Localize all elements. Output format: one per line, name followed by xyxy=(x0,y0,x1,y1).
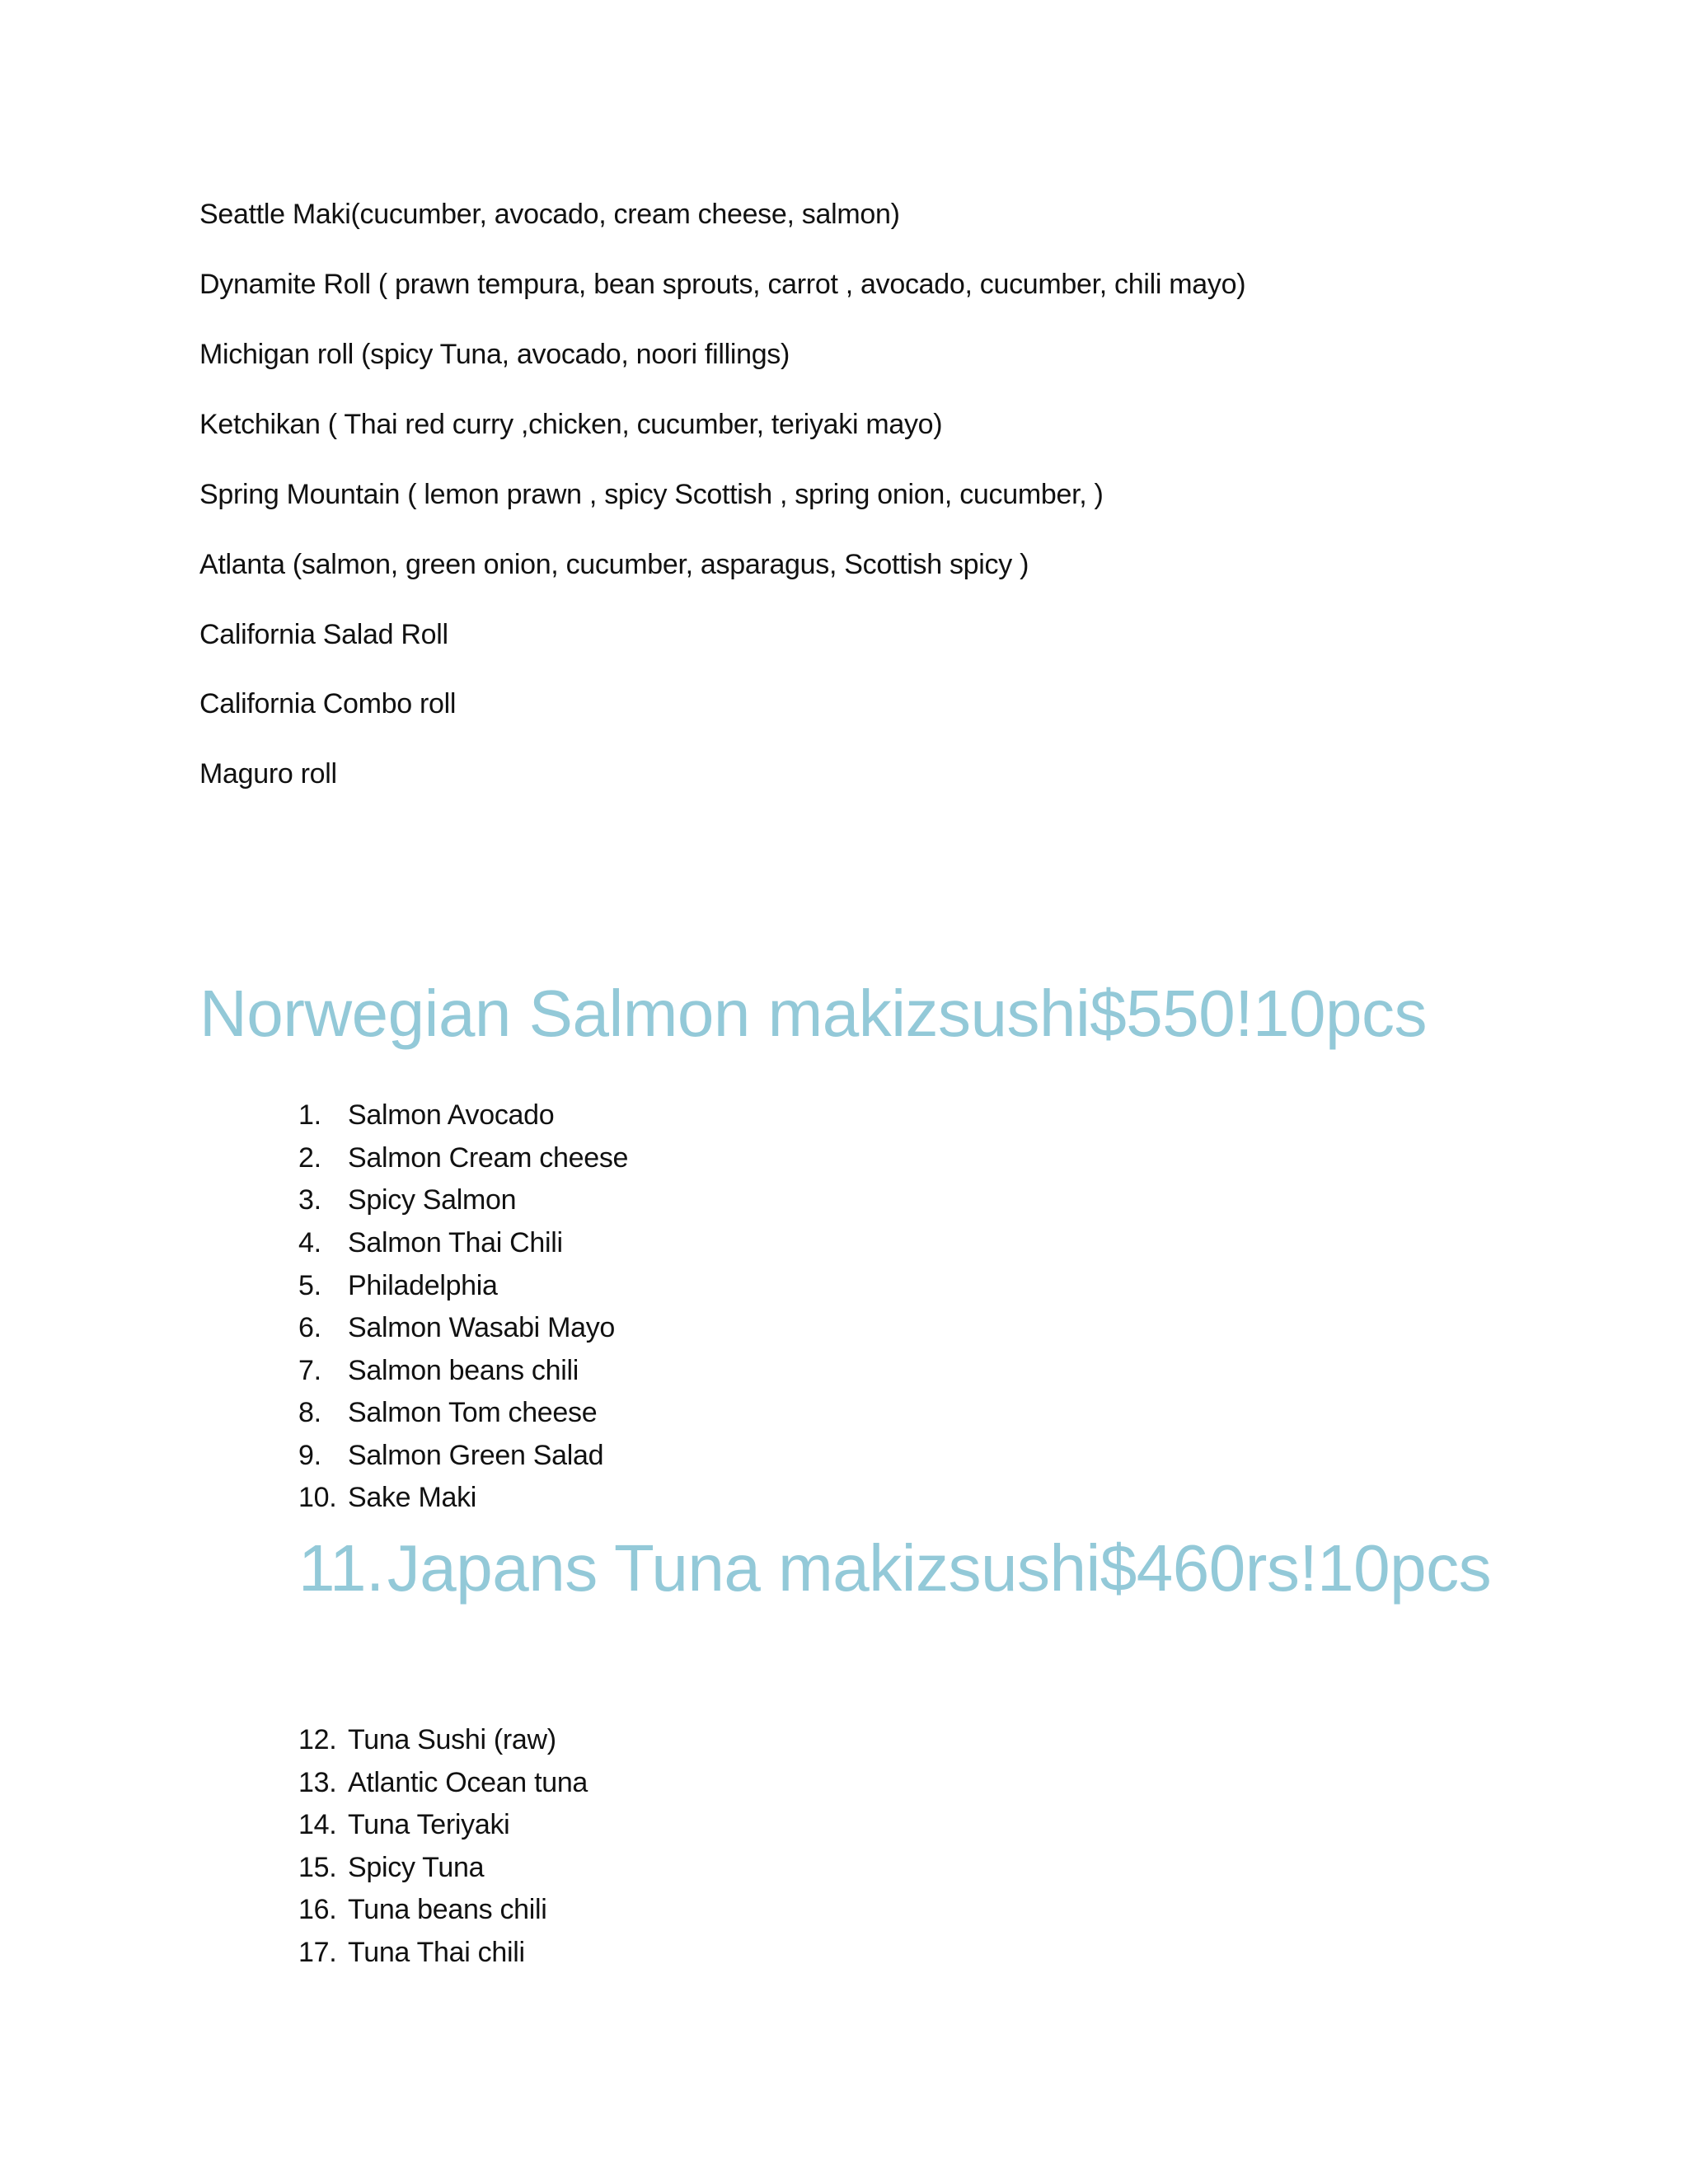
list-number: 1. xyxy=(298,1099,321,1131)
list-label: Salmon beans chili xyxy=(348,1355,579,1386)
list-number: 9. xyxy=(298,1440,321,1471)
list-item xyxy=(298,1808,509,1841)
intro-item-maguro-roll: Maguro roll xyxy=(199,758,337,790)
list-item xyxy=(298,1766,588,1799)
list-number: 4. xyxy=(298,1227,321,1258)
list-number: 5. xyxy=(298,1270,321,1301)
list-item xyxy=(298,1893,547,1926)
intro-item-ketchikan: Ketchikan ( Thai red curry ,chicken, cucumber, teriyaki mayo) xyxy=(199,409,943,440)
list-label: Tuna Teriyaki xyxy=(348,1809,510,1840)
list-number: 17. xyxy=(298,1937,337,1968)
list-item xyxy=(298,1183,516,1216)
list-label: Tuna beans chili xyxy=(348,1894,547,1925)
list-label: Salmon Cream cheese xyxy=(348,1142,629,1174)
intro-item-spring-mountain: Spring Mountain ( lemon prawn , spicy Scottish , spring onion, cucumber, ) xyxy=(199,479,1104,510)
list-item xyxy=(298,1311,615,1344)
intro-item-seattle-maki: Seattle Maki(cucumber, avocado, cream cheese, salmon) xyxy=(199,199,900,230)
list-label: Sake Maki xyxy=(348,1482,477,1513)
list-item xyxy=(298,1723,556,1756)
list-number: 15. xyxy=(298,1852,337,1883)
list-item xyxy=(298,1141,628,1174)
list-item xyxy=(298,1936,525,1969)
list-number: 3. xyxy=(298,1184,321,1216)
list-label: Tuna Sushi (raw) xyxy=(348,1724,556,1755)
tuna-section-heading xyxy=(298,1531,1491,1605)
list-number: 8. xyxy=(298,1397,321,1428)
list-number: 16. xyxy=(298,1894,337,1925)
list-label: Philadelphia xyxy=(348,1270,498,1301)
tuna-heading-text: Japans Tuna makizsushi$460rs!10pcs xyxy=(387,1531,1492,1605)
list-item xyxy=(298,1851,484,1884)
list-number: 2. xyxy=(298,1142,321,1174)
list-item xyxy=(298,1269,498,1302)
list-item xyxy=(298,1354,579,1387)
list-item xyxy=(298,1099,554,1132)
list-number: 13. xyxy=(298,1767,337,1798)
intro-item-california-combo-roll: California Combo roll xyxy=(199,688,457,719)
list-label: Salmon Tom cheese xyxy=(348,1397,598,1428)
list-item xyxy=(298,1481,476,1514)
salmon-section-heading: Norwegian Salmon makizsushi$550!10pcs xyxy=(199,977,1427,1050)
list-item xyxy=(298,1439,603,1472)
list-label: Salmon Wasabi Mayo xyxy=(348,1312,616,1343)
list-item xyxy=(298,1396,597,1429)
list-number: 10. xyxy=(298,1482,337,1513)
intro-item-dynamite-roll: Dynamite Roll ( prawn tempura, bean sprouts, carrot , avocado, cucumber, chili mayo) xyxy=(199,269,1246,300)
intro-item-california-salad-roll: California Salad Roll xyxy=(199,619,448,650)
list-label: Spicy Salmon xyxy=(348,1184,517,1216)
intro-item-michigan-roll: Michigan roll (spicy Tuna, avocado, noori fillings) xyxy=(199,339,790,370)
list-label: Salmon Green Salad xyxy=(348,1440,604,1471)
list-number: 6. xyxy=(298,1312,321,1343)
list-number: 14. xyxy=(298,1809,337,1840)
list-label: Salmon Thai Chili xyxy=(348,1227,563,1258)
tuna-heading-number: 11. xyxy=(298,1531,384,1605)
list-number: 12. xyxy=(298,1724,337,1755)
intro-item-atlanta: Atlanta (salmon, green onion, cucumber, asparagus, Scottish spicy ) xyxy=(199,549,1029,580)
list-label: Tuna Thai chili xyxy=(348,1937,525,1968)
list-item xyxy=(298,1226,563,1259)
list-number: 7. xyxy=(298,1355,321,1386)
list-label: Atlantic Ocean tuna xyxy=(348,1767,588,1798)
list-label: Salmon Avocado xyxy=(348,1099,555,1131)
list-label: Spicy Tuna xyxy=(348,1852,485,1883)
